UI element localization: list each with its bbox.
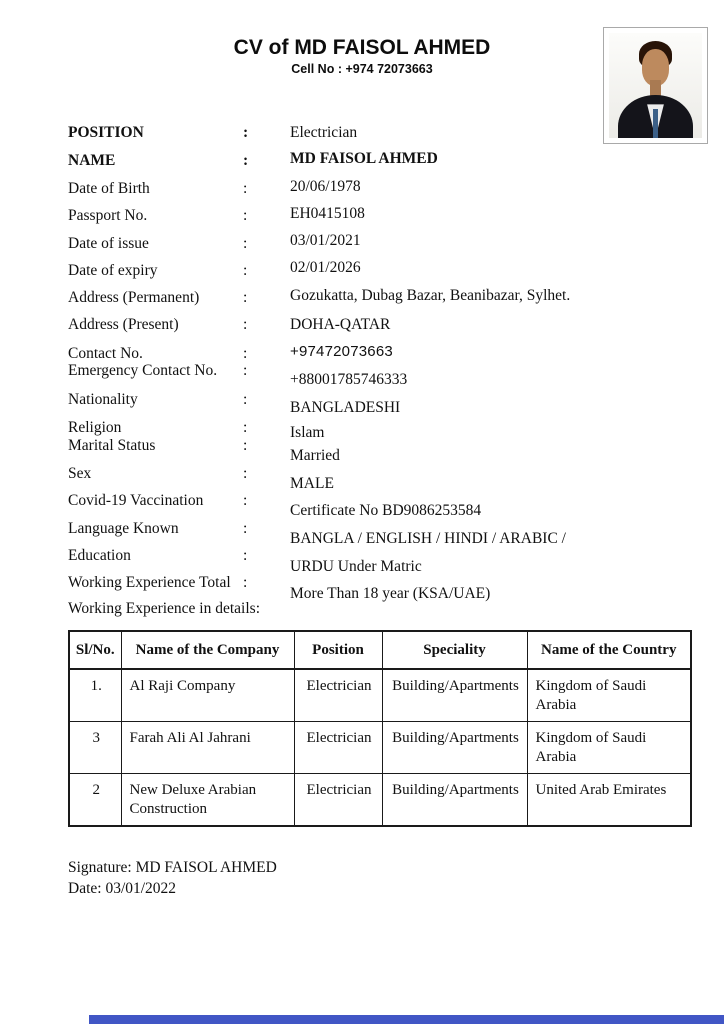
photo-neck-shape <box>650 80 661 96</box>
field-value-religion: Islam <box>290 424 325 441</box>
field-label-address-present: Address (Present) : <box>68 316 248 333</box>
field-value-sex: MALE <box>290 475 334 492</box>
table-row <box>69 774 691 827</box>
cell-company: New Deluxe Arabian Construction <box>121 774 294 827</box>
field-value-date-of-birth: 20/06/1978 <box>290 178 361 195</box>
field-label-name: NAME : <box>68 152 249 169</box>
field-value-address-present: DOHA-QATAR <box>290 316 391 333</box>
header-position: Position <box>294 631 382 669</box>
photo-tie-shape <box>653 109 659 138</box>
cell-sl-no: 2 <box>69 774 121 827</box>
field-value-position: Electrician <box>290 124 358 141</box>
field-label-religion: Religion : <box>68 419 248 436</box>
field-label-covid-vaccination: Covid-19 Vaccination : <box>68 492 248 509</box>
cell-country: Kingdom of Saudi Arabia <box>527 722 691 774</box>
cell-sl-no: 1. <box>69 669 121 722</box>
cell-sl-no: 3 <box>69 722 121 774</box>
field-value-contact-no: +97472073663 <box>290 343 393 360</box>
cell-country: Kingdom of Saudi Arabia <box>527 669 691 722</box>
signature-block <box>68 857 277 899</box>
field-label-passport-no: Passport No. : <box>68 207 248 224</box>
field-value-nationality: BANGLADESHI <box>290 399 401 416</box>
field-label-date-of-birth: Date of Birth : <box>68 180 248 197</box>
cell-position: Electrician <box>294 669 382 722</box>
cell-company: Al Raji Company <box>121 669 294 722</box>
field-label-contact-no: Contact No. : <box>68 345 248 362</box>
field-label-address-permanent: Address (Permanent) : <box>68 289 248 306</box>
field-label-sex: Sex : <box>68 465 248 482</box>
field-label-education: Education : <box>68 547 248 564</box>
cell-position: Electrician <box>294 722 382 774</box>
field-label-working-experience-total: Working Experience Total : <box>68 574 248 591</box>
header-company: Name of the Company <box>121 631 294 669</box>
field-value-languages: BANGLA / ENGLISH / HINDI / ARABIC / <box>290 530 566 547</box>
table-row <box>69 669 691 722</box>
horizontal-scrollbar-thumb[interactable] <box>89 1015 724 1024</box>
field-value-emergency-contact-no: +88001785746333 <box>290 371 408 388</box>
field-value-covid-certificate: Certificate No BD9086253584 <box>290 502 482 519</box>
cell-speciality: Building/Apartments <box>382 722 527 774</box>
cell-number-subtitle: Cell No : +974 72073663 <box>291 62 433 76</box>
field-label-emergency-contact-no: Emergency Contact No. : <box>68 362 248 379</box>
page-title: CV of MD FAISOL AHMED <box>233 36 491 59</box>
working-experience-details-heading: Working Experience in details: <box>68 600 261 617</box>
cell-country: United Arab Emirates <box>527 774 691 827</box>
field-value-date-of-expiry: 02/01/2026 <box>290 259 361 276</box>
header-speciality: Speciality <box>382 631 527 669</box>
personal-details-section <box>68 118 628 623</box>
field-value-address-permanent: Gozukatta, Dubag Bazar, Beanibazar, Sylhet. <box>290 287 571 304</box>
field-label-nationality: Nationality : <box>68 391 248 408</box>
header-country: Name of the Country <box>527 631 691 669</box>
field-label-language-known: Language Known : <box>68 520 248 537</box>
field-value-name: MD FAISOL AHMED <box>290 150 438 167</box>
field-value-date-of-issue: 03/01/2021 <box>290 232 361 249</box>
field-value-languages-education: URDU Under Matric <box>290 558 422 575</box>
table-row <box>69 722 691 774</box>
date-line: Date: 03/01/2022 <box>68 880 177 897</box>
field-label-marital-status: Marital Status : <box>68 437 248 454</box>
field-label-position: POSITION : <box>68 124 249 141</box>
table-header-row <box>69 631 691 669</box>
cell-position: Electrician <box>294 774 382 827</box>
field-value-marital-status: Married <box>290 447 340 464</box>
field-label-date-of-expiry: Date of expiry : <box>68 262 248 279</box>
header-sl-no: Sl/No. <box>69 631 121 669</box>
cell-speciality: Building/Apartments <box>382 669 527 722</box>
working-experience-table <box>68 630 692 827</box>
field-value-experience-total: More Than 18 year (KSA/UAE) <box>290 585 491 602</box>
cell-speciality: Building/Apartments <box>382 774 527 827</box>
cell-company: Farah Ali Al Jahrani <box>121 722 294 774</box>
field-value-passport-no: EH0415108 <box>290 205 365 222</box>
signature-line: Signature: MD FAISOL AHMED <box>68 859 277 876</box>
field-label-date-of-issue: Date of issue : <box>68 235 248 252</box>
